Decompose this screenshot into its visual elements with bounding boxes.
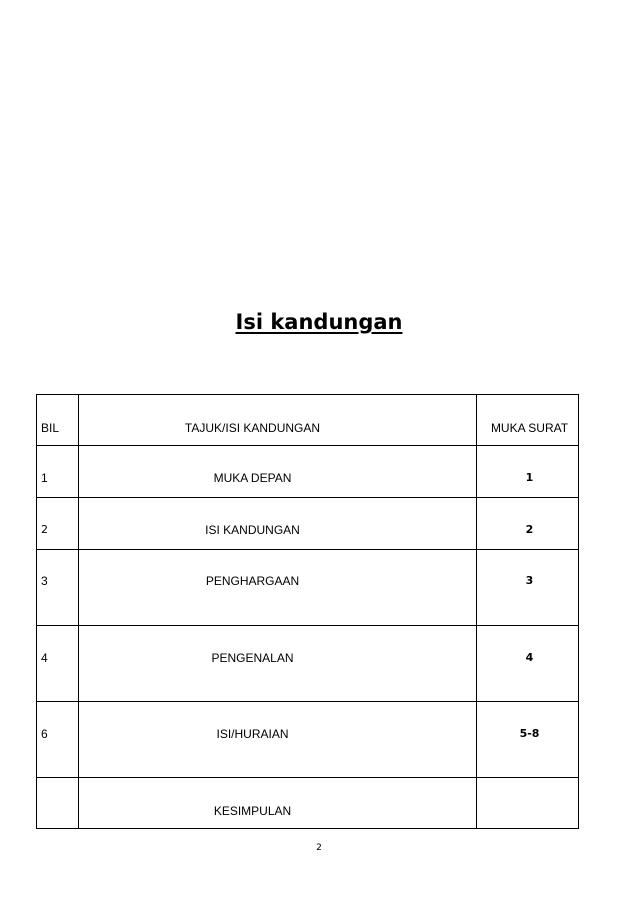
row-bil [37,778,79,829]
page-title [0,308,638,336]
table-row [37,626,579,702]
row-muka-surat: 3 [477,550,579,626]
header-muka-surat: MUKA SURAT [477,395,579,446]
title-text: Isi kandungan [235,310,403,334]
row-bil: 2 [37,498,79,550]
row-bil: 1 [37,446,79,498]
header-tajuk: TAJUK/ISI KANDUNGAN [79,395,477,446]
row-muka-surat: 5-8 [477,702,579,778]
row-tajuk: KESIMPULAN [79,778,477,829]
row-tajuk: MUKA DEPAN [79,446,477,498]
row-tajuk: ISI/HURAIAN [79,702,477,778]
table-row [37,778,579,829]
row-bil: 6 [37,702,79,778]
page-number: 2 [316,843,322,853]
row-tajuk: PENGHARGAAN [79,550,477,626]
table-row [37,702,579,778]
row-muka-surat: 4 [477,626,579,702]
contents-table [36,394,579,829]
table-row [37,550,579,626]
row-muka-surat [477,778,579,829]
row-tajuk: PENGENALAN [79,626,477,702]
row-bil: 4 [37,626,79,702]
row-muka-surat: 1 [477,446,579,498]
row-bil: 3 [37,550,79,626]
table-header-row [37,395,579,446]
table-row [37,498,579,550]
table-row [37,446,579,498]
row-tajuk: ISI KANDUNGAN [79,498,477,550]
row-muka-surat: 2 [477,498,579,550]
header-bil: BIL [37,395,79,446]
